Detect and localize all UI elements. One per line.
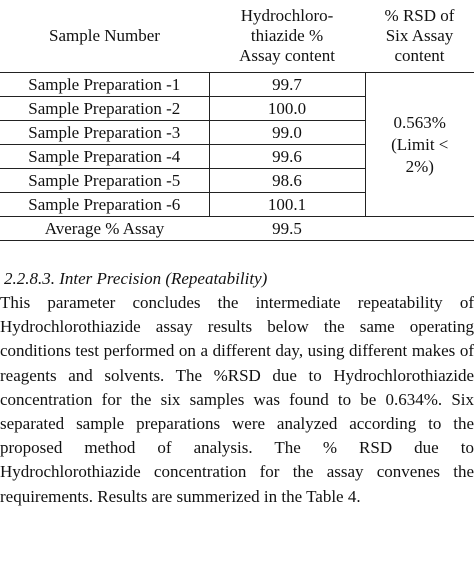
cell-assay: 100.0 <box>209 97 365 121</box>
cell-sample: Sample Preparation -4 <box>0 145 209 169</box>
header-rsd <box>365 0 474 73</box>
cell-sample: Sample Preparation -3 <box>0 121 209 145</box>
header-assay-line-3: Assay content <box>239 46 335 65</box>
cell-assay: 100.1 <box>209 193 365 217</box>
cell-rsd-summary <box>365 73 474 217</box>
section-heading: 2.2.8.3. Inter Precision (Repeatability) <box>4 269 268 288</box>
header-assay-line-1: Hydrochloro- <box>240 6 334 25</box>
rsd-value: 0.563% <box>393 112 446 132</box>
cell-sample: Sample Preparation -1 <box>0 73 209 97</box>
header-assay-content <box>209 0 365 73</box>
body-paragraph: This parameter concludes the intermediate repeatability of Hydrochlorothiazide assay results below the same operating conditions test performed on a different day, using different makes of reagents and solvents. The %RSD due to Hydrochlorothiazide concentration for the six samples was found to be 0.634%. Six separated sample preparations were analyzed according to the proposed method of analysis. The % RSD due to Hydrochlorothiazide concentration for the assay convenes the requirements. Results are summerized in the Table 4. <box>0 293 474 506</box>
cell-assay: 99.0 <box>209 121 365 145</box>
cell-assay: 99.7 <box>209 73 365 97</box>
average-label: Average % Assay <box>0 217 209 241</box>
rsd-limit-line-1: (Limit < <box>391 134 449 154</box>
table-row <box>0 73 474 97</box>
average-row <box>0 217 474 241</box>
average-rsd-blank <box>365 217 474 241</box>
cell-sample: Sample Preparation -6 <box>0 193 209 217</box>
rsd-limit-line-2: 2%) <box>405 156 434 176</box>
header-rsd-line-3: content <box>394 46 445 65</box>
header-assay-line-2: thiazide % <box>250 26 324 45</box>
cell-assay: 98.6 <box>209 169 365 193</box>
header-rsd-line-1: % RSD of <box>384 6 455 25</box>
cell-sample: Sample Preparation -5 <box>0 169 209 193</box>
average-value: 99.5 <box>209 217 365 241</box>
cell-assay: 99.6 <box>209 145 365 169</box>
results-table <box>0 0 474 241</box>
header-sample-number <box>0 0 209 73</box>
header-rsd-line-2: Six Assay <box>385 26 454 45</box>
table-header-row <box>0 0 474 73</box>
cell-sample: Sample Preparation -2 <box>0 97 209 121</box>
header-sample-label: Sample Number <box>49 26 160 45</box>
